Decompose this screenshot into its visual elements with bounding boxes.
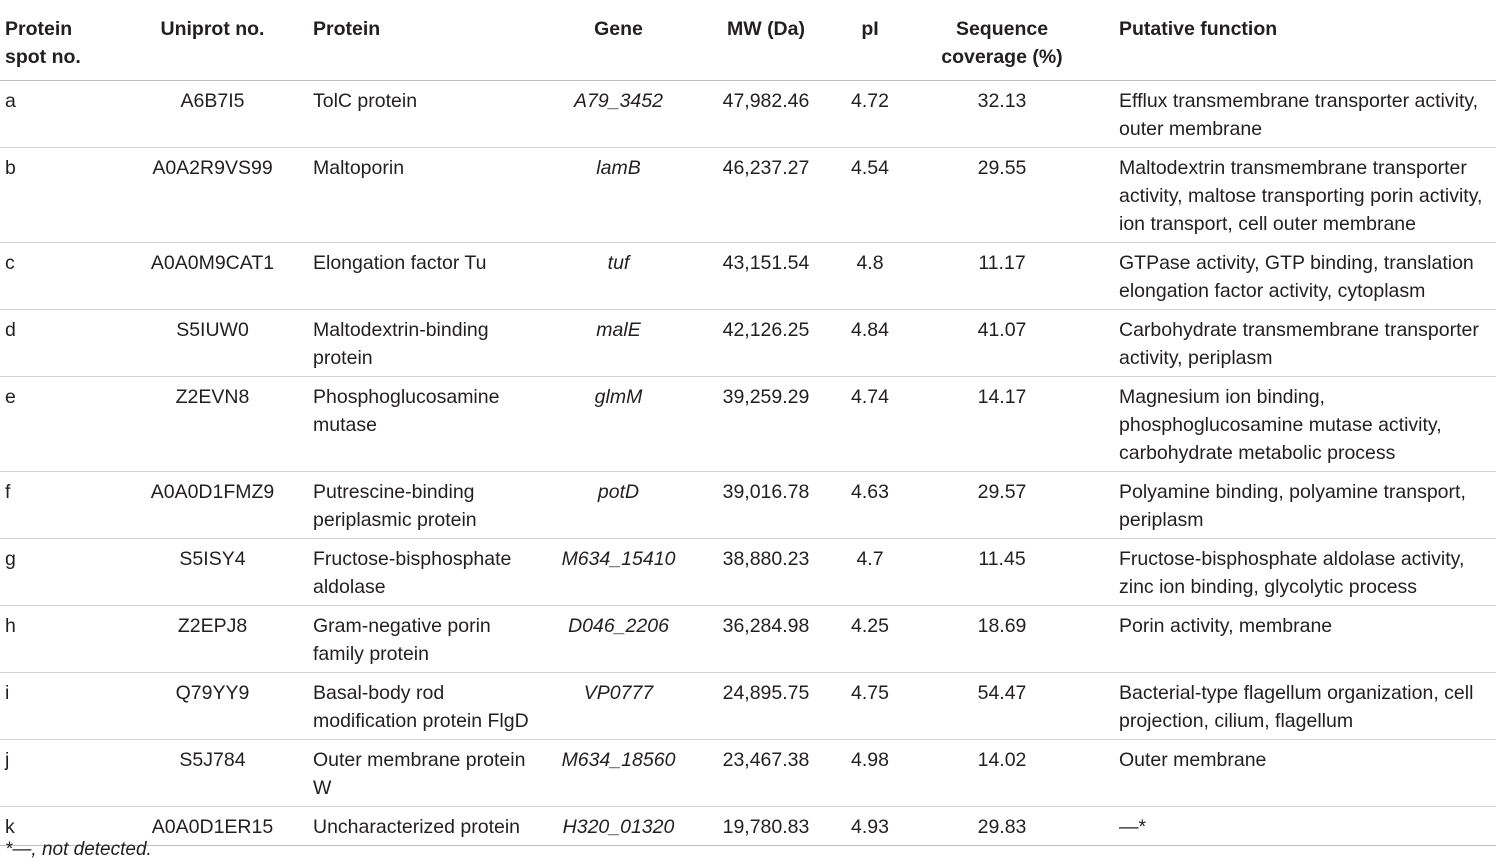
cell-gene: M634_18560 bbox=[536, 740, 701, 807]
header-mw: MW (Da) bbox=[701, 0, 831, 81]
cell-coverage: 29.55 bbox=[909, 148, 1095, 243]
cell-coverage: 11.17 bbox=[909, 243, 1095, 310]
table-row bbox=[0, 81, 1496, 148]
cell-pi: 4.63 bbox=[831, 472, 909, 539]
table-row bbox=[0, 243, 1496, 310]
cell-uniprot: A0A0D1ER15 bbox=[120, 807, 305, 846]
cell-protein: Putrescine-binding periplasmic protein bbox=[305, 472, 536, 539]
cell-spot: g bbox=[0, 539, 120, 606]
table-row bbox=[0, 673, 1496, 740]
header-protein: Protein bbox=[305, 0, 536, 81]
cell-gene: tuf bbox=[536, 243, 701, 310]
cell-function: Carbohydrate transmembrane transporter activity, periplasm bbox=[1095, 310, 1496, 377]
cell-mw: 24,895.75 bbox=[701, 673, 831, 740]
cell-gene: VP0777 bbox=[536, 673, 701, 740]
cell-gene: H320_01320 bbox=[536, 807, 701, 846]
cell-pi: 4.75 bbox=[831, 673, 909, 740]
cell-protein: Gram-negative porin family protein bbox=[305, 606, 536, 673]
header-row bbox=[0, 0, 1496, 81]
table-row bbox=[0, 807, 1496, 846]
cell-spot: f bbox=[0, 472, 120, 539]
cell-function: Magnesium ion binding, phosphoglucosamine mutase activity, carbohydrate metabolic process bbox=[1095, 377, 1496, 472]
cell-uniprot: S5IUW0 bbox=[120, 310, 305, 377]
cell-coverage: 14.02 bbox=[909, 740, 1095, 807]
header-function: Putative function bbox=[1095, 0, 1496, 81]
table-body bbox=[0, 81, 1496, 846]
cell-pi: 4.84 bbox=[831, 310, 909, 377]
cell-coverage: 14.17 bbox=[909, 377, 1095, 472]
table-row bbox=[0, 148, 1496, 243]
cell-function: Bacterial-type flagellum organization, cell projection, cilium, flagellum bbox=[1095, 673, 1496, 740]
cell-pi: 4.25 bbox=[831, 606, 909, 673]
cell-uniprot: A0A0D1FMZ9 bbox=[120, 472, 305, 539]
cell-protein: Basal-body rod modification protein FlgD bbox=[305, 673, 536, 740]
cell-function: Polyamine binding, polyamine transport, periplasm bbox=[1095, 472, 1496, 539]
cell-gene: M634_15410 bbox=[536, 539, 701, 606]
cell-gene: lamB bbox=[536, 148, 701, 243]
table-row bbox=[0, 472, 1496, 539]
header-pi: pI bbox=[831, 0, 909, 81]
cell-uniprot: S5ISY4 bbox=[120, 539, 305, 606]
cell-coverage: 29.57 bbox=[909, 472, 1095, 539]
cell-mw: 42,126.25 bbox=[701, 310, 831, 377]
cell-mw: 39,259.29 bbox=[701, 377, 831, 472]
cell-coverage: 11.45 bbox=[909, 539, 1095, 606]
cell-protein: Outer membrane protein W bbox=[305, 740, 536, 807]
cell-pi: 4.54 bbox=[831, 148, 909, 243]
cell-uniprot: A0A2R9VS99 bbox=[120, 148, 305, 243]
cell-coverage: 18.69 bbox=[909, 606, 1095, 673]
cell-mw: 38,880.23 bbox=[701, 539, 831, 606]
cell-pi: 4.7 bbox=[831, 539, 909, 606]
cell-mw: 19,780.83 bbox=[701, 807, 831, 846]
cell-spot: a bbox=[0, 81, 120, 148]
cell-pi: 4.93 bbox=[831, 807, 909, 846]
footnote: *—, not detected. bbox=[5, 839, 152, 860]
cell-coverage: 32.13 bbox=[909, 81, 1095, 148]
cell-pi: 4.98 bbox=[831, 740, 909, 807]
cell-gene: A79_3452 bbox=[536, 81, 701, 148]
cell-function: Outer membrane bbox=[1095, 740, 1496, 807]
table-row bbox=[0, 377, 1496, 472]
cell-pi: 4.8 bbox=[831, 243, 909, 310]
table-header bbox=[0, 0, 1496, 81]
header-coverage: Sequence coverage (%) bbox=[909, 0, 1095, 81]
cell-mw: 36,284.98 bbox=[701, 606, 831, 673]
cell-spot: c bbox=[0, 243, 120, 310]
cell-protein: Fructose-bisphosphate aldolase bbox=[305, 539, 536, 606]
cell-spot: k bbox=[0, 807, 120, 846]
cell-gene: malE bbox=[536, 310, 701, 377]
cell-mw: 46,237.27 bbox=[701, 148, 831, 243]
cell-uniprot: A6B7I5 bbox=[120, 81, 305, 148]
cell-protein: Maltodextrin-binding protein bbox=[305, 310, 536, 377]
cell-protein: Elongation factor Tu bbox=[305, 243, 536, 310]
cell-spot: e bbox=[0, 377, 120, 472]
cell-uniprot: S5J784 bbox=[120, 740, 305, 807]
cell-mw: 39,016.78 bbox=[701, 472, 831, 539]
cell-protein: TolC protein bbox=[305, 81, 536, 148]
cell-spot: i bbox=[0, 673, 120, 740]
cell-function: —* bbox=[1095, 807, 1496, 846]
cell-gene: glmM bbox=[536, 377, 701, 472]
cell-uniprot: Q79YY9 bbox=[120, 673, 305, 740]
table-row bbox=[0, 310, 1496, 377]
cell-protein: Phosphoglucosamine mutase bbox=[305, 377, 536, 472]
cell-coverage: 41.07 bbox=[909, 310, 1095, 377]
cell-mw: 43,151.54 bbox=[701, 243, 831, 310]
cell-function: Fructose-bisphosphate aldolase activity, zinc ion binding, glycolytic process bbox=[1095, 539, 1496, 606]
cell-function: Porin activity, membrane bbox=[1095, 606, 1496, 673]
cell-coverage: 54.47 bbox=[909, 673, 1095, 740]
cell-uniprot: Z2EVN8 bbox=[120, 377, 305, 472]
cell-gene: D046_2206 bbox=[536, 606, 701, 673]
table-row bbox=[0, 539, 1496, 606]
cell-pi: 4.74 bbox=[831, 377, 909, 472]
cell-uniprot: A0A0M9CAT1 bbox=[120, 243, 305, 310]
cell-mw: 47,982.46 bbox=[701, 81, 831, 148]
header-gene: Gene bbox=[536, 0, 701, 81]
cell-uniprot: Z2EPJ8 bbox=[120, 606, 305, 673]
cell-spot: h bbox=[0, 606, 120, 673]
table-row bbox=[0, 606, 1496, 673]
cell-spot: d bbox=[0, 310, 120, 377]
cell-function: Maltodextrin transmembrane transporter activity, maltose transporting porin activity, ion transport, cell outer membrane bbox=[1095, 148, 1496, 243]
cell-mw: 23,467.38 bbox=[701, 740, 831, 807]
cell-spot: b bbox=[0, 148, 120, 243]
header-uniprot: Uniprot no. bbox=[120, 0, 305, 81]
cell-gene: potD bbox=[536, 472, 701, 539]
cell-coverage: 29.83 bbox=[909, 807, 1095, 846]
table-row bbox=[0, 740, 1496, 807]
cell-pi: 4.72 bbox=[831, 81, 909, 148]
cell-spot: j bbox=[0, 740, 120, 807]
cell-protein: Maltoporin bbox=[305, 148, 536, 243]
header-spot: Protein spot no. bbox=[0, 0, 120, 81]
cell-function: Efflux transmembrane transporter activity, outer membrane bbox=[1095, 81, 1496, 148]
cell-protein: Uncharacterized protein bbox=[305, 807, 536, 846]
cell-function: GTPase activity, GTP binding, translation elongation factor activity, cytoplasm bbox=[1095, 243, 1496, 310]
